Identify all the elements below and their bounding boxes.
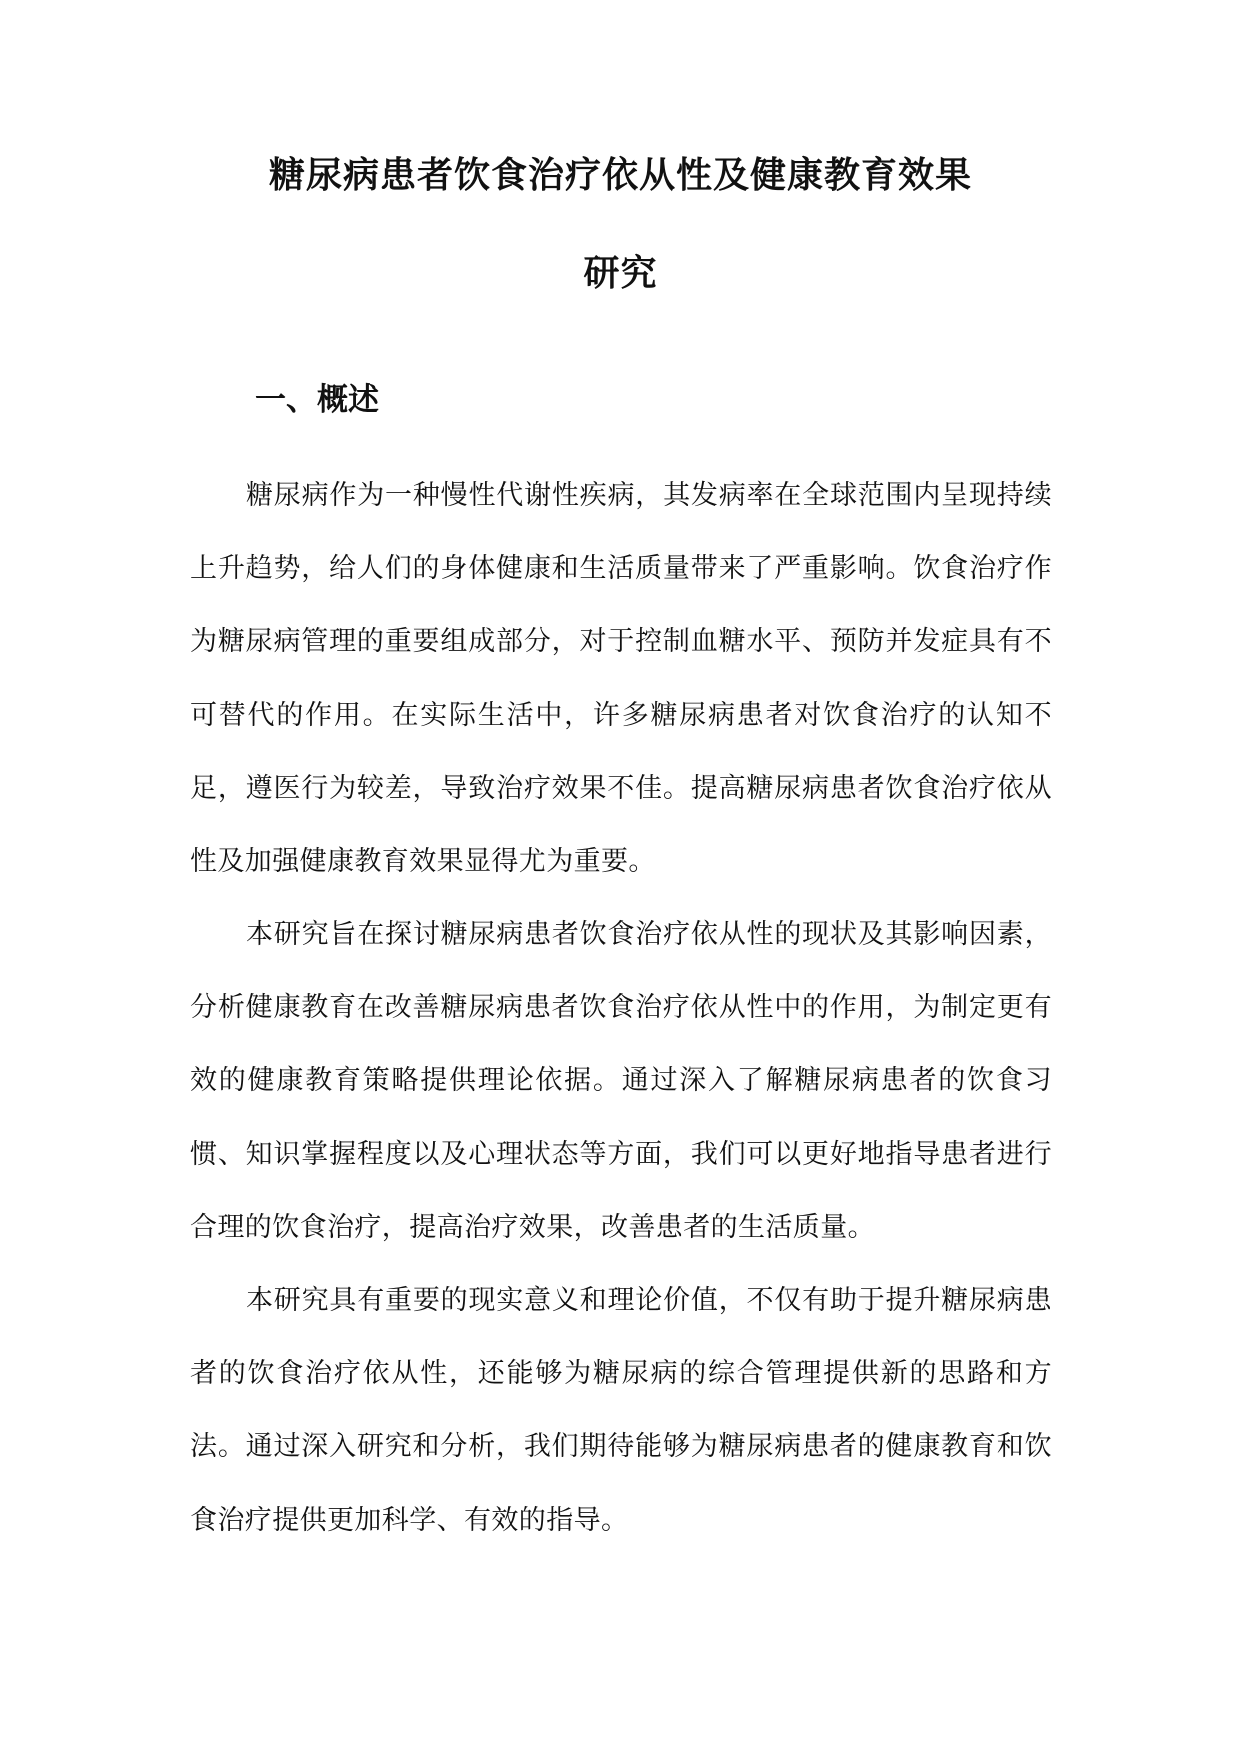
body-paragraph-2: 本研究旨在探讨糖尿病患者饮食治疗依从性的现状及其影响因素，分析健康教育在改善糖尿病患者饮食治疗依从性中的作用，为制定更有效的健康教育策略提供理论依据。通过深入了解糖尿病患者的饮食习惯、知识掌握程度以及心理状态等方面，我们可以更好地指导患者进行合理的饮食治疗，提高治疗效果，改善患者的生活质量。 <box>190 919 1052 1243</box>
body-paragraph-1: 糖尿病作为一种慢性代谢性疾病，其发病率在全球范围内呈现持续上升趋势，给人们的身体健康和生活质量带来了严重影响。饮食治疗作为糖尿病管理的重要组成部分，对于控制血糖水平、预防并发症具有不可替代的作用。在实际生活中，许多糖尿病患者对饮食治疗的认知不足，遵医行为较差，导致治疗效果不佳。提高糖尿病患者饮食治疗依从性及加强健康教育效果显得尤为重要。 <box>190 480 1052 878</box>
document-title-line-1: 糖尿病患者饮食治疗依从性及健康教育效果 <box>268 155 972 196</box>
body-paragraph-3: 本研究具有重要的现实意义和理论价值，不仅有助于提升糖尿病患者的饮食治疗依从性，还能够为糖尿病的综合管理提供新的思路和方法。通过深入研究和分析，我们期待能够为糖尿病患者的健康教育和饮食治疗提供更加科学、有效的指导。 <box>190 1285 1052 1536</box>
section-heading-overview: 一、概述 <box>255 382 379 418</box>
document-title-line-2: 研究 <box>583 253 658 294</box>
